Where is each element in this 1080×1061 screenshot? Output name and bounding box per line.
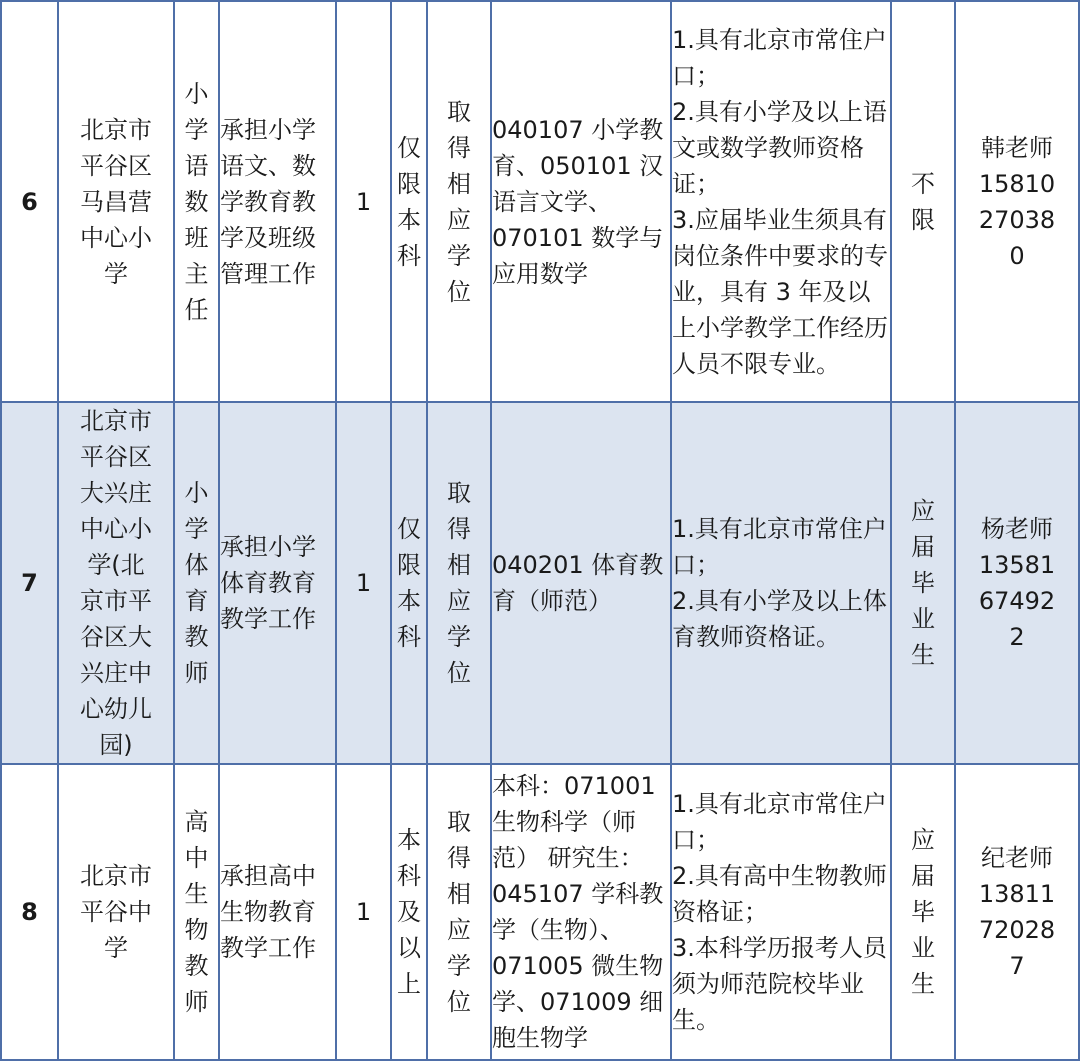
degree-cell [427, 764, 491, 1060]
employer-cell [58, 402, 174, 764]
requirements-text: 1.具有北京市常住户口； 2.具有小学及以上语文或数学教师资格证； 3.应届毕业生须具有岗位条件中要求的专业，具有 3 年及以上小学教学工作经历人员不限专业。 [672, 25, 888, 378]
position-name: 高中生物教师 [184, 808, 209, 1016]
contact-cell [955, 764, 1079, 1060]
table-row [1, 402, 1079, 764]
position-name: 小学体育教师 [184, 479, 209, 687]
employer-name: 北京市平谷中学 [80, 862, 152, 962]
contact-cell [955, 402, 1079, 764]
education-text: 仅限本科 [397, 133, 421, 270]
source-text: 不限 [911, 169, 935, 234]
employer-name: 北京市平谷区大兴庄中心小学(北京市平谷区大兴庄中心幼儿园) [80, 407, 152, 759]
table-row [1, 1, 1079, 402]
row-number: 8 [1, 764, 58, 1060]
duty-cell [219, 402, 336, 764]
duty-text: 承担高中生物教育教学工作 [220, 862, 316, 962]
position-cell [174, 402, 219, 764]
duty-cell [219, 764, 336, 1060]
headcount-cell: 1 [336, 1, 391, 402]
major-cell [491, 764, 671, 1060]
major-cell [491, 402, 671, 764]
table-row [1, 764, 1079, 1060]
degree-text: 取得相应学位 [447, 808, 471, 1016]
education-text: 仅限本科 [397, 515, 421, 651]
source-cell [891, 1, 955, 402]
requirements-cell [671, 402, 891, 764]
requirements-cell [671, 764, 891, 1060]
employer-cell [58, 1, 174, 402]
duty-text: 承担小学体育教育教学工作 [220, 533, 316, 633]
major-cell [491, 1, 671, 402]
source-text: 应届毕业生 [911, 826, 935, 998]
contact-text: 韩老师 15810270380 [978, 133, 1056, 270]
position-name: 小学语数班主任 [184, 79, 209, 324]
degree-cell [427, 402, 491, 764]
degree-cell [427, 1, 491, 402]
contact-text: 杨老师 13581674922 [978, 515, 1056, 651]
position-cell [174, 1, 219, 402]
source-cell [891, 402, 955, 764]
source-text: 应届毕业生 [911, 497, 935, 669]
degree-text: 取得相应学位 [447, 97, 471, 306]
major-text: 040107 小学教育、050101 汉语言文学、070101 数学与应用数学 [492, 115, 664, 288]
contact-text: 纪老师 13811720287 [978, 844, 1056, 980]
headcount-cell: 1 [336, 764, 391, 1060]
duty-text: 承担小学语文、数学教育教学及班级管理工作 [220, 115, 316, 288]
education-cell [391, 1, 427, 402]
major-text: 040201 体育教育（师范） [492, 551, 664, 615]
employer-cell [58, 764, 174, 1060]
major-text: 本科：071001 生物科学（师范） 研究生：045107 学科教学（生物）、071005 微生物学、071009 细胞生物学 [492, 772, 664, 1052]
education-text: 本科及以上 [397, 826, 421, 998]
source-cell [891, 764, 955, 1060]
degree-text: 取得相应学位 [447, 479, 471, 687]
employer-name: 北京市平谷区马昌营中心小学 [80, 115, 152, 288]
education-cell [391, 402, 427, 764]
row-number: 6 [1, 1, 58, 402]
duty-cell [219, 1, 336, 402]
education-cell [391, 764, 427, 1060]
requirements-cell [671, 1, 891, 402]
row-number: 7 [1, 402, 58, 764]
contact-cell [955, 1, 1079, 402]
position-cell [174, 764, 219, 1060]
requirements-text: 1.具有北京市常住户口； 2.具有高中生物教师资格证； 3.本科学历报考人员须为师范院校毕业生。 [672, 790, 887, 1034]
requirements-text: 1.具有北京市常住户口； 2.具有小学及以上体育教师资格证。 [672, 515, 887, 651]
headcount-cell: 1 [336, 402, 391, 764]
